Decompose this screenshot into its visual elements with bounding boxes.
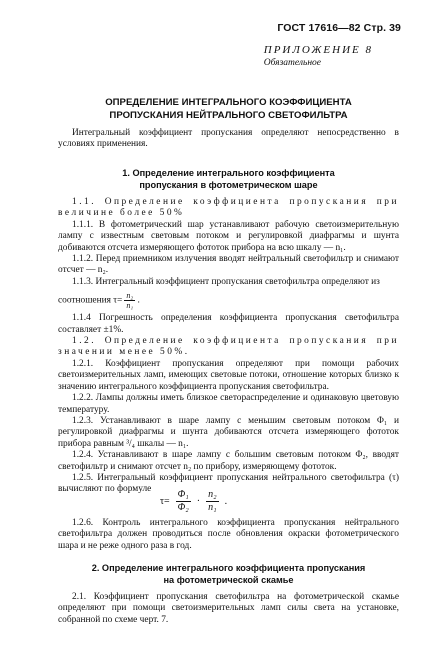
title-line-2: ПРОПУСКАНИЯ НЕЙТРАЛЬНОГО СВЕТОФИЛЬТРА bbox=[109, 110, 348, 121]
document-title bbox=[58, 96, 399, 122]
page-header: ГОСТ 17616—82 Стр. 39 bbox=[277, 22, 401, 34]
transmittance-formula: τ= $\frac{\text{Φ₁}}{\text{Φ₂}}$ · $\frac{\text{n₂}}{\text{n₁}}$ . bbox=[160, 489, 228, 513]
paragraph-1-2-5: 1.2.5. Интегральный коэффициент пропускания нейтрального светофильтра (τ) вычисляют по формуле bbox=[58, 472, 399, 495]
section-2-body bbox=[58, 592, 399, 626]
title-line-1: ОПРЕДЕЛЕНИЕ ИНТЕГРАЛЬНОГО КОЭФФИЦИЕНТА bbox=[105, 97, 352, 108]
flux-fraction: $\frac{\text{Φ₁}}{\text{Φ₂}}$ bbox=[177, 489, 189, 513]
paragraph-1-2-6: 1.2.6. Контроль интегрального коэффициента пропускания нейтрального светофильтра должен проводиться после обновления окраски фотометрического шара и не реже одного раза в год. bbox=[58, 518, 399, 551]
appendix-label bbox=[264, 44, 373, 68]
paragraph-1-2: 1.2. Определение коэффициента пропускания при значении менее 50%. bbox=[58, 336, 399, 358]
reading-fraction: $\frac{\text{n₂}}{\text{n₁}}$ bbox=[208, 489, 217, 513]
section-2-heading: 2. Определение интегрального коэффициента пропускания на фотометрической скамье bbox=[91, 563, 366, 585]
paragraph-1-2-4: 1.2.4. Устанавливают в шаре лампу с большим световым потоком Φ₂, вводят светофильтр и снимают отсчет n₂ по прибору, измеряющему фототок. bbox=[58, 450, 399, 472]
appendix-status: Обязательное bbox=[263, 58, 322, 68]
paragraph-1-1-4: 1.1.4 Погрешность определения коэффициента пропускания светофильтра составляет ±1%. bbox=[58, 313, 399, 335]
ratio-fraction: $\frac{\text{n₂}}{\text{n₁}}$ bbox=[126, 291, 134, 311]
paragraph-1-1: 1.1. Определение коэффициента пропускания при величине более 50% bbox=[58, 197, 399, 219]
paragraph-1-2-1: 1.2.1. Коэффициент пропускания определяют при помощи рабочих светоизмерительных ламп, имеющих световые потоки, отношение которых близко к значению интегрального коэффициента пропускания светофильтра. bbox=[58, 358, 399, 392]
paragraph-1-2-3: 1.2.3. Устанавливают в шаре лампу с меньшим световым потоком Φ₁ и регулировкой диафрагмы и шунта добиваются отсчета измеряющего фототок прибора равным ³/₄ шкалы — n₁. bbox=[58, 415, 399, 449]
paragraph-1-2-6-block bbox=[58, 518, 399, 552]
intro-paragraph: Интегральный коэффициент пропускания определяют непосредственно в условиях применения. bbox=[58, 128, 399, 150]
paragraph-1-1-1: 1.1.1. В фотометрический шар устанавливают рабочую светоизмерительную лампу с известным световым потоком и регулировкой диафрагмы и шунта добиваются отсчета измеряющего фототок прибора на всю шкалу — n₁. bbox=[58, 219, 399, 253]
section-1-heading: 1. Определение интегрального коэффициента пропускания в фотометрическом шаре bbox=[122, 168, 335, 190]
section-1-body bbox=[58, 197, 399, 496]
paragraph-1-1-3-formula: соотношения τ= $\frac{\text{n₂}}{\text{n₁}}$ . bbox=[58, 291, 140, 311]
paragraph-1-1-3: 1.1.3. Интегральный коэффициент пропускания светофильтра определяют из bbox=[72, 276, 380, 287]
paragraph-2-1: 2.1. Коэффициент пропускания светофильтра на фотометрической скамье определяют при помощи светоизмерительных ламп силы света на установке, собранной по схеме черт. 7. bbox=[58, 592, 399, 625]
paragraph-1-1-2: 1.1.2. Перед приемником излучения вводят нейтральный светофильтр и снимают отсчет — n₂. bbox=[58, 254, 399, 276]
appendix-number: ПРИЛОЖЕНИЕ 8 bbox=[263, 44, 373, 56]
paragraph-1-2-2: 1.2.2. Лампы должны иметь близкое светораспределение и одинаковую цветовую температуру. bbox=[58, 393, 399, 415]
